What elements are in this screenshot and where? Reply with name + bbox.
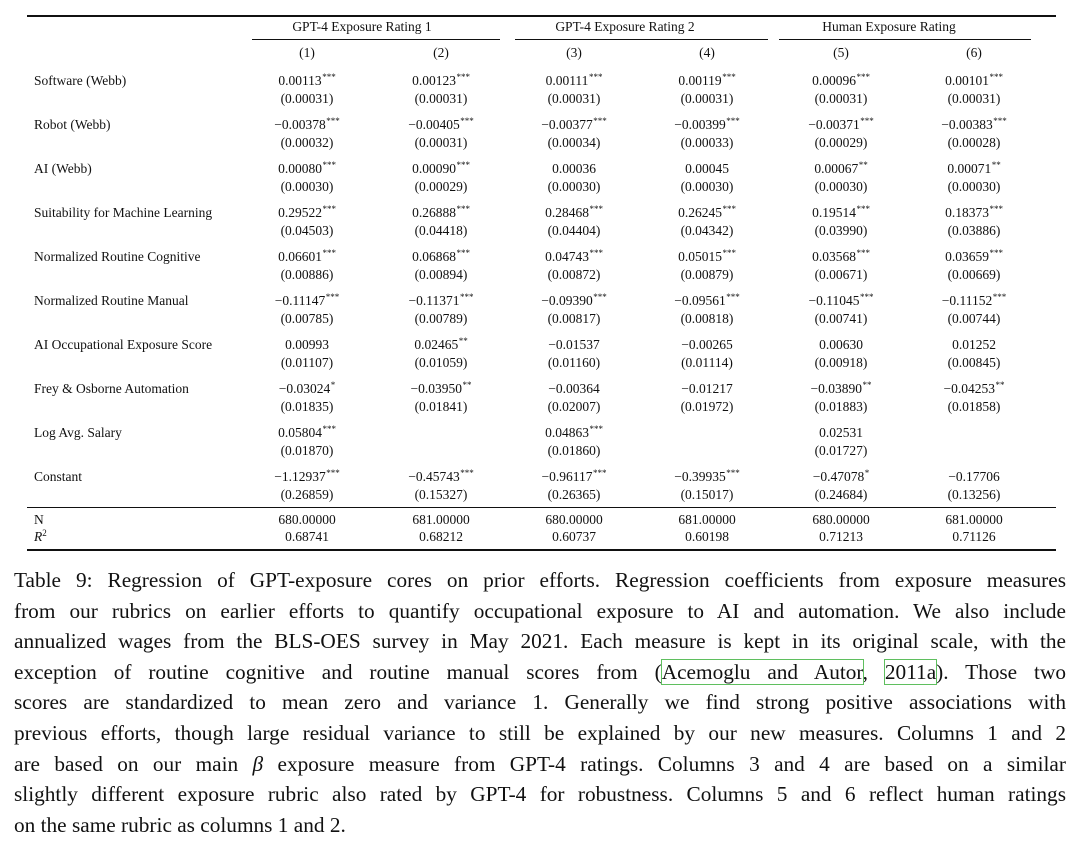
coefficient-cell: [504, 380, 644, 398]
coefficient-cell: [371, 380, 511, 398]
standard-error-cell: (0.00030): [947, 179, 1001, 194]
coefficient-value: −0.09390: [541, 293, 593, 308]
standard-error-cell: (0.00894): [414, 267, 468, 282]
standard-error-cell: (0.00028): [947, 135, 1001, 150]
standard-error-cell: (0.00031): [814, 91, 868, 106]
coefficient-value: −0.45743: [408, 469, 460, 484]
coefficient-cell: [771, 424, 911, 442]
coefficient-cell: [237, 336, 377, 354]
significance-stars: ***: [322, 204, 336, 214]
standard-error-cell: (0.00845): [947, 355, 1001, 370]
coefficient-cell: [771, 160, 911, 178]
coefficient-cell: [771, 468, 911, 486]
row-label: Suitability for Machine Learning: [34, 205, 213, 220]
standard-error-cell: (0.00818): [680, 311, 734, 326]
group-header-human-rating: Human Exposure Rating: [822, 19, 956, 34]
stat-value-cell: 680.00000: [812, 512, 870, 527]
standard-error-cell: (0.01972): [680, 399, 734, 414]
significance-stars: ***: [460, 468, 474, 478]
coefficient-cell: [237, 380, 377, 398]
significance-stars: **: [858, 160, 868, 170]
standard-error-cell: (0.03886): [947, 223, 1001, 238]
coefficient-value: −0.96117: [541, 469, 593, 484]
coefficient-cell: [504, 336, 644, 354]
row-label: Software (Webb): [34, 73, 127, 88]
coefficient-value: 0.02465: [414, 337, 459, 352]
coefficient-cell: [904, 72, 1044, 90]
significance-stars: ***: [593, 468, 607, 478]
coefficient-value: 0.19514: [812, 205, 856, 220]
coefficient-cell: [237, 292, 377, 310]
group-underline: [779, 39, 1031, 40]
standard-error-cell: (0.00886): [280, 267, 334, 282]
standard-error-cell: (0.00671): [814, 267, 868, 282]
caption-line: previous efforts, though large residual variance to still be explained by our new measures. Columns 1 and 2: [14, 720, 1066, 745]
standard-error-cell: (0.00918): [814, 355, 868, 370]
significance-stars: ***: [456, 160, 470, 170]
citation-link[interactable]: Acemoglu and Autor: [661, 659, 863, 684]
significance-stars: ***: [726, 292, 740, 302]
coefficient-cell: [371, 160, 511, 178]
significance-stars: ***: [860, 116, 874, 126]
significance-stars: ***: [726, 468, 740, 478]
row-label: Robot (Webb): [34, 117, 111, 132]
standard-error-cell: (0.00031): [947, 91, 1001, 106]
row-label: Normalized Routine Cognitive: [34, 249, 201, 264]
column-number: (4): [699, 45, 715, 60]
coefficient-value: −0.03950: [410, 381, 462, 396]
significance-stars: **: [991, 160, 1001, 170]
standard-error-cell: (0.01841): [414, 399, 468, 414]
stat-value-cell: 0.60198: [685, 529, 729, 544]
significance-stars: ***: [322, 72, 336, 82]
beta-symbol: β: [252, 751, 264, 776]
coefficient-cell: [904, 116, 1044, 134]
coefficient-value: 0.00080: [278, 161, 322, 176]
significance-stars: **: [462, 380, 472, 390]
stat-label: [34, 528, 47, 546]
standard-error-cell: (0.00785): [280, 311, 334, 326]
coefficient-cell: [371, 468, 511, 486]
group-underline: [515, 39, 768, 40]
standard-error-cell: (0.02007): [547, 399, 601, 414]
standard-error-cell: (0.01059): [414, 355, 468, 370]
coefficient-value: −0.11045: [808, 293, 860, 308]
table-top-rule: [27, 15, 1056, 17]
stat-value-cell: 681.00000: [412, 512, 470, 527]
coefficient-cell: [904, 160, 1044, 178]
coefficient-cell: [904, 292, 1044, 310]
coefficient-value: 0.26888: [412, 205, 456, 220]
standard-error-cell: (0.15017): [680, 487, 734, 502]
coefficient-value: −0.00265: [681, 337, 733, 352]
coefficient-value: −0.11371: [408, 293, 460, 308]
stat-label-text: R: [34, 529, 43, 544]
standard-error-cell: (0.00744): [947, 311, 1001, 326]
coefficient-cell: [637, 72, 777, 90]
caption-line: on the same rubric as columns 1 and 2.: [14, 812, 346, 837]
coefficient-value: 0.00067: [814, 161, 859, 176]
standard-error-cell: (0.00817): [547, 311, 601, 326]
significance-stars: ***: [856, 248, 870, 258]
coefficient-value: −0.03024: [278, 381, 331, 396]
column-number: (5): [833, 45, 849, 60]
coefficient-value: −0.00399: [674, 117, 726, 132]
caption-text: exposure measure from GPT-4 ratings. Columns 3 and 4 are based on a similar: [263, 751, 1066, 776]
standard-error-cell: (0.01727): [814, 443, 868, 458]
standard-error-cell: (0.04342): [680, 223, 734, 238]
coefficient-cell: [237, 468, 377, 486]
group-underline: [252, 39, 500, 40]
standard-error-cell: (0.00030): [814, 179, 868, 194]
significance-stars: ***: [593, 292, 607, 302]
standard-error-cell: (0.00032): [280, 135, 334, 150]
standard-error-cell: (0.26859): [280, 487, 334, 502]
coefficient-cell: [637, 468, 777, 486]
stat-value-cell: 0.71126: [952, 529, 996, 544]
coefficient-cell: [504, 72, 644, 90]
coefficient-value: −0.09561: [674, 293, 726, 308]
standard-error-cell: (0.00030): [547, 179, 601, 194]
coefficient-cell: [637, 204, 777, 222]
coefficient-value: −0.11147: [274, 293, 326, 308]
stat-label: [34, 511, 44, 529]
standard-error-cell: (0.13256): [947, 487, 1001, 502]
significance-stars: **: [995, 380, 1005, 390]
caption-line: [14, 749, 1066, 780]
significance-stars: ***: [456, 72, 470, 82]
stat-value-cell: 0.71213: [819, 529, 863, 544]
significance-stars: ***: [722, 72, 736, 82]
significance-stars: ***: [989, 248, 1003, 258]
stat-value-cell: 0.68741: [285, 529, 329, 544]
coefficient-cell: [504, 116, 644, 134]
standard-error-cell: (0.01860): [547, 443, 601, 458]
standard-error-cell: (0.00669): [947, 267, 1001, 282]
coefficient-cell: [504, 204, 644, 222]
coefficient-value: −0.03890: [810, 381, 862, 396]
coefficient-cell: [771, 292, 911, 310]
coefficient-cell: [371, 292, 511, 310]
coefficient-cell: [371, 72, 511, 90]
coefficient-cell: [371, 204, 511, 222]
coefficient-cell: [904, 380, 1044, 398]
significance-stars: ***: [860, 292, 874, 302]
coefficient-value: 0.26245: [678, 205, 722, 220]
coefficient-cell: [504, 160, 644, 178]
coefficient-cell: [371, 116, 511, 134]
significance-stars: ***: [992, 292, 1007, 302]
coefficient-value: 0.00123: [412, 73, 456, 88]
significance-stars: **: [458, 336, 468, 346]
stat-label-superscript: 2: [42, 528, 47, 538]
coefficient-value: −0.00371: [808, 117, 860, 132]
standard-error-cell: (0.00031): [547, 91, 601, 106]
coefficient-value: 0.29522: [278, 205, 322, 220]
row-label: AI (Webb): [34, 161, 92, 176]
column-number: (2): [433, 45, 449, 60]
coefficient-cell: [771, 248, 911, 266]
standard-error-cell: (0.00034): [547, 135, 601, 150]
standard-error-cell: (0.00029): [414, 179, 468, 194]
significance-stars: ***: [726, 116, 740, 126]
coefficient-cell: [904, 204, 1044, 222]
caption-line: from our rubrics on earlier efforts to quantify occupational exposure to AI and automation. We also include: [14, 598, 1066, 623]
caption-text: are based on our main: [14, 751, 253, 776]
standard-error-cell: (0.01870): [280, 443, 334, 458]
significance-stars: ***: [456, 248, 470, 258]
coefficient-cell: [637, 248, 777, 266]
standard-error-cell: (0.01160): [547, 355, 601, 370]
coefficient-value: 0.05015: [678, 249, 722, 264]
significance-stars: ***: [989, 72, 1003, 82]
coefficient-value: −0.01537: [548, 337, 600, 352]
coefficient-value: 0.00036: [552, 161, 596, 176]
standard-error-cell: (0.00029): [814, 135, 868, 150]
standard-error-cell: (0.00030): [280, 179, 334, 194]
coefficient-cell: [504, 424, 644, 442]
coefficient-cell: [237, 424, 377, 442]
row-label: Constant: [34, 469, 83, 484]
standard-error-cell: (0.00741): [814, 311, 868, 326]
coefficient-value: 0.03659: [945, 249, 989, 264]
significance-stars: ***: [593, 116, 607, 126]
coefficient-cell: [504, 292, 644, 310]
stat-value-cell: 681.00000: [945, 512, 1003, 527]
coefficient-value: −0.39935: [674, 469, 726, 484]
coefficient-cell: [504, 468, 644, 486]
regression-table: [27, 15, 1056, 551]
coefficient-cell: [771, 204, 911, 222]
significance-stars: *: [864, 468, 870, 478]
significance-stars: ***: [588, 72, 603, 82]
coefficient-value: 0.02531: [819, 425, 863, 440]
significance-stars: ***: [993, 116, 1007, 126]
coefficient-value: −0.00378: [274, 117, 326, 132]
coefficient-cell: [237, 160, 377, 178]
coefficient-value: 0.00071: [947, 161, 992, 176]
coefficient-cell: [504, 248, 644, 266]
coefficient-value: 0.01252: [952, 337, 996, 352]
group-header-gpt4-rating-2: GPT-4 Exposure Rating 2: [555, 19, 695, 34]
coefficient-value: −0.17706: [948, 469, 1000, 484]
coefficient-value: 0.00111: [545, 73, 589, 88]
standard-error-cell: (0.03990): [814, 223, 868, 238]
coefficient-value: 0.00630: [819, 337, 863, 352]
column-number: (6): [966, 45, 982, 60]
coefficient-value: 0.04743: [545, 249, 589, 264]
coefficient-value: 0.00090: [412, 161, 456, 176]
standard-error-cell: (0.01114): [681, 355, 733, 370]
coefficient-value: 0.00096: [812, 73, 856, 88]
standard-error-cell: (0.04503): [280, 223, 334, 238]
coefficient-cell: [904, 336, 1044, 354]
coefficient-value: 0.00101: [945, 73, 989, 88]
coefficient-cell: [637, 160, 777, 178]
coefficient-value: −0.11152: [941, 293, 993, 308]
significance-stars: ***: [589, 204, 603, 214]
significance-stars: ***: [456, 204, 470, 214]
stat-value-cell: 0.60737: [552, 529, 596, 544]
column-number: (3): [566, 45, 582, 60]
significance-stars: ***: [460, 292, 474, 302]
coefficient-value: 0.00113: [278, 73, 322, 88]
coefficient-value: −0.00377: [541, 117, 593, 132]
caption-text: ). Those two: [936, 659, 1066, 684]
standard-error-cell: (0.00031): [280, 91, 334, 106]
significance-stars: ***: [322, 248, 336, 258]
caption-line: [14, 657, 1066, 688]
caption-line: Table 9: Regression of GPT-exposure cores on prior efforts. Regression coefficients from exposure measures: [14, 568, 1066, 592]
significance-stars: ***: [856, 72, 870, 82]
citation-link[interactable]: 2011a: [884, 659, 937, 684]
coefficient-cell: [237, 204, 377, 222]
coefficient-value: −0.04253: [943, 381, 995, 396]
significance-stars: ***: [989, 204, 1003, 214]
coefficient-cell: [904, 468, 1044, 486]
significance-stars: **: [862, 380, 872, 390]
caption-line: slightly different exposure rubric also rated by GPT-4 for robustness. Columns 5 and 6 reflect human ratings: [14, 782, 1066, 807]
coefficient-value: 0.28468: [545, 205, 589, 220]
significance-stars: ***: [322, 424, 336, 434]
coefficient-value: −0.00383: [941, 117, 993, 132]
stat-value-cell: 680.00000: [545, 512, 603, 527]
row-label: Normalized Routine Manual: [34, 293, 189, 308]
row-label: AI Occupational Exposure Score: [34, 337, 213, 352]
significance-stars: ***: [325, 292, 340, 302]
stat-value-cell: 0.68212: [419, 529, 463, 544]
coefficient-cell: [771, 116, 911, 134]
table-caption: [14, 565, 1066, 840]
coefficient-value: 0.06601: [278, 249, 322, 264]
standard-error-cell: (0.04418): [414, 223, 468, 238]
standard-error-cell: (0.00031): [414, 91, 468, 106]
standard-error-cell: (0.01107): [280, 355, 334, 370]
standard-error-cell: (0.01883): [814, 399, 868, 414]
coefficient-cell: [904, 248, 1044, 266]
coefficient-value: −0.01217: [681, 381, 733, 396]
coefficient-cell: [771, 72, 911, 90]
significance-stars: ***: [589, 248, 603, 258]
caption-line: annualized wages from the BLS-OES survey in May 2021. Each measure is kept in its original scale, with the: [14, 629, 1066, 654]
coefficient-cell: [771, 336, 911, 354]
standard-error-cell: (0.04404): [547, 223, 601, 238]
group-header-gpt4-rating-1: GPT-4 Exposure Rating 1: [292, 19, 432, 34]
coefficient-cell: [237, 72, 377, 90]
row-label: Log Avg. Salary: [34, 425, 122, 440]
table-bottom-rule: [27, 549, 1056, 551]
significance-stars: ***: [589, 424, 603, 434]
standard-error-cell: (0.00872): [547, 267, 601, 282]
standard-error-cell: (0.00031): [680, 91, 734, 106]
coefficient-value: 0.05804: [278, 425, 322, 440]
coefficient-value: 0.04863: [545, 425, 589, 440]
coefficient-value: 0.00119: [678, 73, 722, 88]
significance-stars: ***: [326, 116, 340, 126]
significance-stars: *: [330, 380, 336, 390]
coefficient-cell: [637, 292, 777, 310]
significance-stars: ***: [722, 204, 736, 214]
coefficient-cell: [771, 380, 911, 398]
standard-error-cell: (0.24684): [814, 487, 868, 502]
stat-label-text: N: [34, 512, 44, 527]
standard-error-cell: (0.00033): [680, 135, 734, 150]
caption-text: exception of routine cognitive and routine manual scores from (: [14, 659, 662, 684]
coefficient-value: 0.03568: [812, 249, 856, 264]
coefficient-cell: [371, 336, 511, 354]
coefficient-cell: [637, 336, 777, 354]
caption-text: ,: [862, 659, 885, 684]
significance-stars: ***: [722, 248, 736, 258]
column-number: (1): [299, 45, 315, 60]
standard-error-cell: (0.01858): [947, 399, 1001, 414]
coefficient-cell: [237, 248, 377, 266]
standard-error-cell: (0.26365): [547, 487, 601, 502]
significance-stars: ***: [322, 160, 336, 170]
coefficient-cell: [637, 380, 777, 398]
stat-value-cell: 681.00000: [678, 512, 736, 527]
coefficient-value: −0.00364: [548, 381, 600, 396]
standard-error-cell: (0.00789): [414, 311, 468, 326]
coefficient-value: −0.47078: [812, 469, 865, 484]
coefficient-value: 0.18373: [945, 205, 989, 220]
standard-error-cell: (0.15327): [414, 487, 468, 502]
standard-error-cell: (0.01835): [280, 399, 334, 414]
standard-error-cell: (0.00031): [414, 135, 468, 150]
significance-stars: ***: [856, 204, 870, 214]
significance-stars: ***: [326, 468, 340, 478]
coefficient-value: 0.00993: [285, 337, 329, 352]
significance-stars: ***: [460, 116, 474, 126]
table-stats-rule: [27, 507, 1056, 508]
standard-error-cell: (0.00030): [680, 179, 734, 194]
stat-value-cell: 680.00000: [278, 512, 336, 527]
coefficient-value: 0.06868: [412, 249, 456, 264]
caption-line: scores are standardized to mean zero and variance 1. Generally we find strong positive associations with: [14, 690, 1066, 715]
standard-error-cell: (0.00879): [680, 267, 734, 282]
coefficient-cell: [371, 248, 511, 266]
coefficient-cell: [637, 116, 777, 134]
coefficient-value: 0.00045: [685, 161, 729, 176]
coefficient-value: −1.12937: [274, 469, 326, 484]
coefficient-cell: [237, 116, 377, 134]
coefficient-value: −0.00405: [408, 117, 460, 132]
row-label: Frey & Osborne Automation: [34, 381, 189, 396]
